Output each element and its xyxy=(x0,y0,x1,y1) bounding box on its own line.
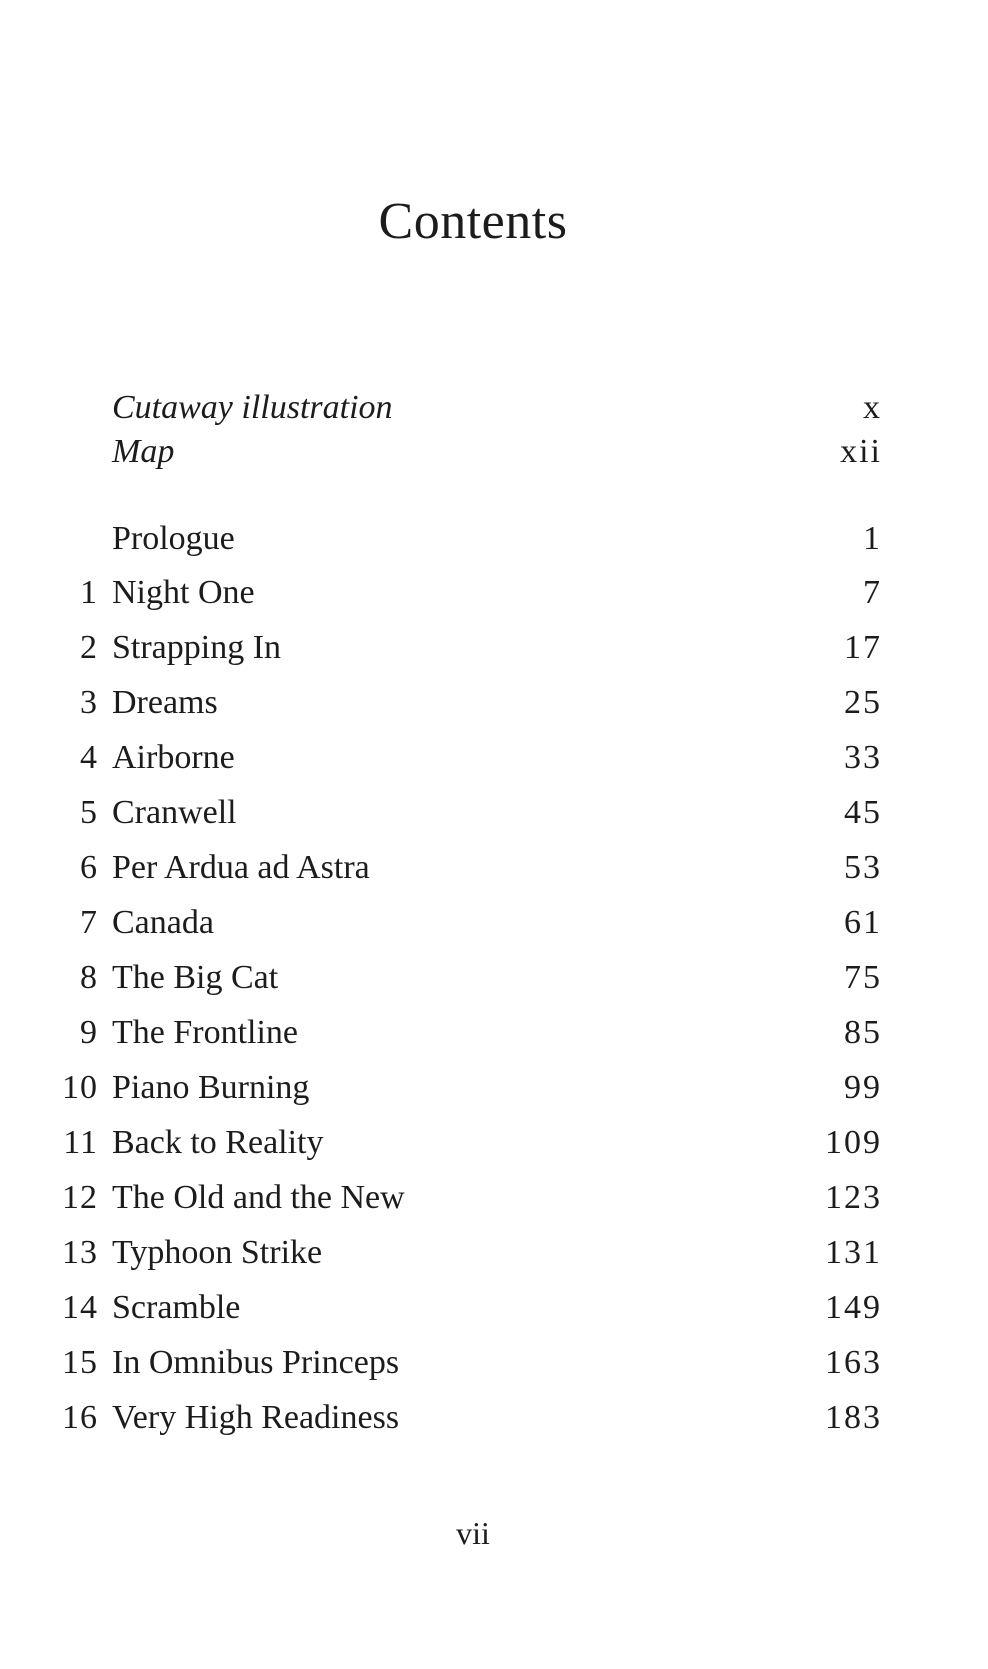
toc-entry-page: 17 xyxy=(844,629,882,666)
toc-entry-number: 10 xyxy=(62,1069,98,1106)
toc-entry-title: In Omnibus Princeps xyxy=(112,1344,400,1381)
toc-entry-title: The Old and the New xyxy=(112,1179,405,1216)
toc-entry-number: 11 xyxy=(63,1124,98,1161)
toc-entry-front-matter xyxy=(0,426,988,478)
toc-entry-chapter xyxy=(0,952,988,1004)
toc-entry-page: x xyxy=(863,389,882,426)
toc-entry-title: Cranwell xyxy=(112,794,237,831)
toc-entry-chapter xyxy=(0,1392,988,1444)
toc-entry-page: 163 xyxy=(825,1344,882,1381)
toc-entry-chapter xyxy=(0,622,988,674)
toc-entry-page: 183 xyxy=(825,1399,882,1436)
toc-entry-title: Typhoon Strike xyxy=(112,1234,323,1271)
toc-entry-page: 85 xyxy=(844,1014,882,1051)
toc-entry-number: 1 xyxy=(80,574,98,611)
toc-entry-title: Back to Reality xyxy=(112,1124,324,1161)
toc-entry-page: xii xyxy=(840,433,882,470)
toc-entry-number: 3 xyxy=(80,684,98,721)
toc-entry-title: Strapping In xyxy=(112,629,282,666)
toc-entry-title: Prologue xyxy=(112,520,235,557)
toc-entry-number: 15 xyxy=(62,1344,98,1381)
toc-entry-chapter xyxy=(0,897,988,949)
toc-entry-page: 7 xyxy=(863,574,882,611)
toc-entry-page: 131 xyxy=(825,1234,882,1271)
toc-entry-page: 75 xyxy=(844,959,882,996)
toc-entry-title: The Frontline xyxy=(112,1014,299,1051)
toc-entry-page: 25 xyxy=(844,684,882,721)
toc-entry-chapter xyxy=(0,842,988,894)
toc-entry-chapter xyxy=(0,677,988,729)
toc-entry-number: 4 xyxy=(80,739,98,776)
toc-entry-chapter xyxy=(0,1282,988,1334)
toc-entry-number: 6 xyxy=(80,849,98,886)
toc-entry-page: 61 xyxy=(844,904,882,941)
toc-entry-title: Per Ardua ad Astra xyxy=(112,849,370,886)
toc-entry-title: The Big Cat xyxy=(112,959,279,996)
toc-entry-title: Piano Burning xyxy=(112,1069,310,1106)
toc-entry-title: Scramble xyxy=(112,1289,241,1326)
toc-entry-chapter xyxy=(0,1062,988,1114)
page-number: vii xyxy=(456,1515,490,1551)
toc-entry-number: 13 xyxy=(62,1234,98,1271)
toc-entry-page: 1 xyxy=(863,520,882,557)
toc-entry-page: 33 xyxy=(844,739,882,776)
toc-entry-number: 9 xyxy=(80,1014,98,1051)
toc-entry-page: 149 xyxy=(825,1289,882,1326)
toc-entry-chapter xyxy=(0,787,988,839)
toc-entry-chapter xyxy=(0,1337,988,1389)
toc-entry-chapter xyxy=(0,1007,988,1059)
toc-entry-title: Dreams xyxy=(112,684,218,721)
toc-entry-prologue xyxy=(0,513,988,565)
toc-entry-number: 2 xyxy=(80,629,98,666)
page-title: Contents xyxy=(378,193,568,250)
toc-entry-number: 12 xyxy=(62,1179,98,1216)
toc-entry-page: 123 xyxy=(825,1179,882,1216)
toc-entry-number: 14 xyxy=(62,1289,98,1326)
toc-entry-title: Canada xyxy=(112,904,214,941)
toc-entry-title: Airborne xyxy=(112,739,235,776)
toc-entry-title: Night One xyxy=(112,574,255,611)
toc-entry-number: 16 xyxy=(62,1399,98,1436)
toc-entry-page: 99 xyxy=(844,1069,882,1106)
toc-entry-page: 45 xyxy=(844,794,882,831)
toc-entry-number: 5 xyxy=(80,794,98,831)
toc-entry-title: Cutaway illustration xyxy=(112,389,393,426)
toc-entry-number: 8 xyxy=(80,959,98,996)
toc-entry-chapter xyxy=(0,1172,988,1224)
toc-entry-page: 53 xyxy=(844,849,882,886)
toc-entry-page: 109 xyxy=(825,1124,882,1161)
toc-entry-chapter xyxy=(0,567,988,619)
toc-entry-number: 7 xyxy=(80,904,98,941)
toc-entry-chapter xyxy=(0,1227,988,1279)
toc-entry-chapter xyxy=(0,1117,988,1169)
toc-entry-title: Map xyxy=(112,433,175,470)
toc-entry-chapter xyxy=(0,732,988,784)
toc-entry-title: Very High Readiness xyxy=(112,1399,400,1436)
